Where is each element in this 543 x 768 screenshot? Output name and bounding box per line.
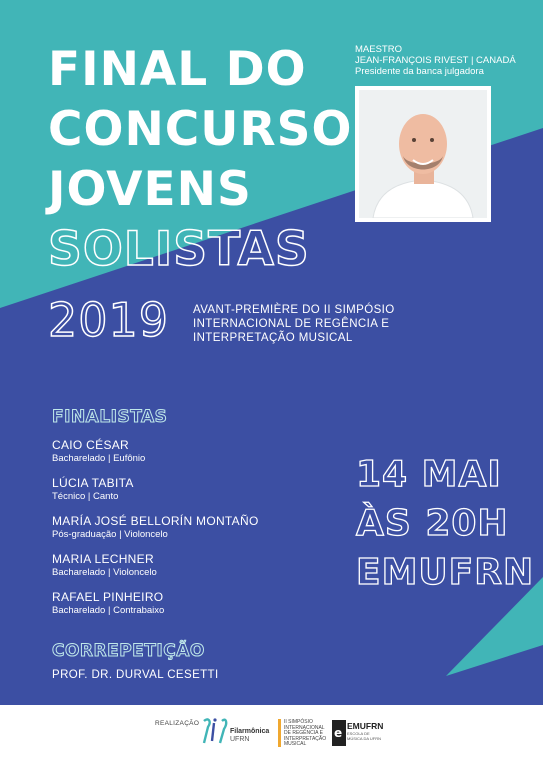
simposio-line-3: DE REGÊNCIA E (284, 730, 323, 737)
event-time: ÀS 20H (356, 503, 509, 544)
event-date-time-venue (356, 450, 534, 597)
portrait-image (359, 90, 487, 218)
correpeticao-heading: CORREPETIÇÃO (52, 641, 205, 661)
simposio-line-1: II SIMPÓSIO (284, 719, 313, 725)
maestro-name: JEAN-FRANÇOIS RIVEST | CANADÁ (355, 55, 516, 66)
simposio-line-2: INTERNACIONAL (284, 724, 325, 731)
title-line-3: JOVENS (48, 162, 252, 217)
finalist-category: Bacharelado | Contrabaixo (52, 605, 165, 616)
finalist-name: RAFAEL PINHEIRO (52, 590, 164, 604)
avant-premiere-text (193, 303, 433, 345)
correpeticao-name: PROF. DR. DURVAL CESETTI (52, 669, 219, 681)
finalists-list (52, 438, 352, 628)
maestro-role: MAESTRO (355, 44, 402, 55)
list-item (52, 476, 352, 514)
finalistas-heading: FINALISTAS (52, 407, 168, 427)
list-item (52, 514, 352, 552)
finalist-category: Pós-graduação | Violoncelo (52, 529, 168, 540)
emufrn-subtitle: ESCOLA DE MÚSICA DA UFRN (347, 731, 382, 741)
filarmonica-sub: UFRN (230, 736, 250, 743)
footer-sponsors (0, 705, 543, 768)
list-item (52, 438, 352, 476)
avant-line-1: AVANT-PREMIÈRE DO II SIMPÓSIO (193, 304, 395, 316)
emufrn-name: EMUFRN (347, 721, 384, 731)
finalist-category: Bacharelado | Violoncelo (52, 567, 157, 578)
event-date: 14 MAI (356, 454, 502, 495)
year: 2019 (48, 293, 170, 347)
finalist-name: MARÍA JOSÉ BELLORÍN MONTAÑO (52, 514, 259, 528)
maestro-caption (355, 44, 516, 77)
filarmonica-text (230, 728, 269, 744)
list-item (52, 552, 352, 590)
filarmonica-name: Filarmônica (230, 728, 270, 735)
svg-text:e: e (334, 726, 343, 740)
avant-line-3: INTERPRETAÇÃO MUSICAL (193, 332, 353, 344)
emufrn-logo-icon (332, 720, 346, 746)
list-item (52, 590, 352, 628)
finalist-name: MARIA LECHNER (52, 552, 154, 566)
finalist-category: Técnico | Canto (52, 491, 119, 502)
finalist-name: CAIO CÉSAR (52, 438, 130, 452)
finalist-category: Bacharelado | Eufônio (52, 453, 146, 464)
maestro-description: Presidente da banca julgadora (355, 66, 484, 77)
event-venue: EMUFRN (356, 552, 535, 593)
filarmonica-logo-icon (198, 717, 230, 745)
realizacao-label: REALIZAÇÃO (155, 720, 200, 727)
title-line-1: FINAL DO (48, 42, 307, 97)
avant-line-2: INTERNACIONAL DE REGÊNCIA E (193, 318, 390, 330)
title-line-2: CONCURSO (48, 102, 353, 157)
finalist-name: LÚCIA TABITA (52, 476, 134, 490)
page-title (48, 40, 352, 280)
title-line-4: SOLISTAS (48, 222, 310, 277)
maestro-photo (355, 86, 491, 222)
simposio-line-4: INTERPRETAÇÃO (284, 735, 327, 742)
simposio-line-5: MUSICAL (284, 741, 307, 748)
simposio-logo-text (284, 719, 327, 748)
